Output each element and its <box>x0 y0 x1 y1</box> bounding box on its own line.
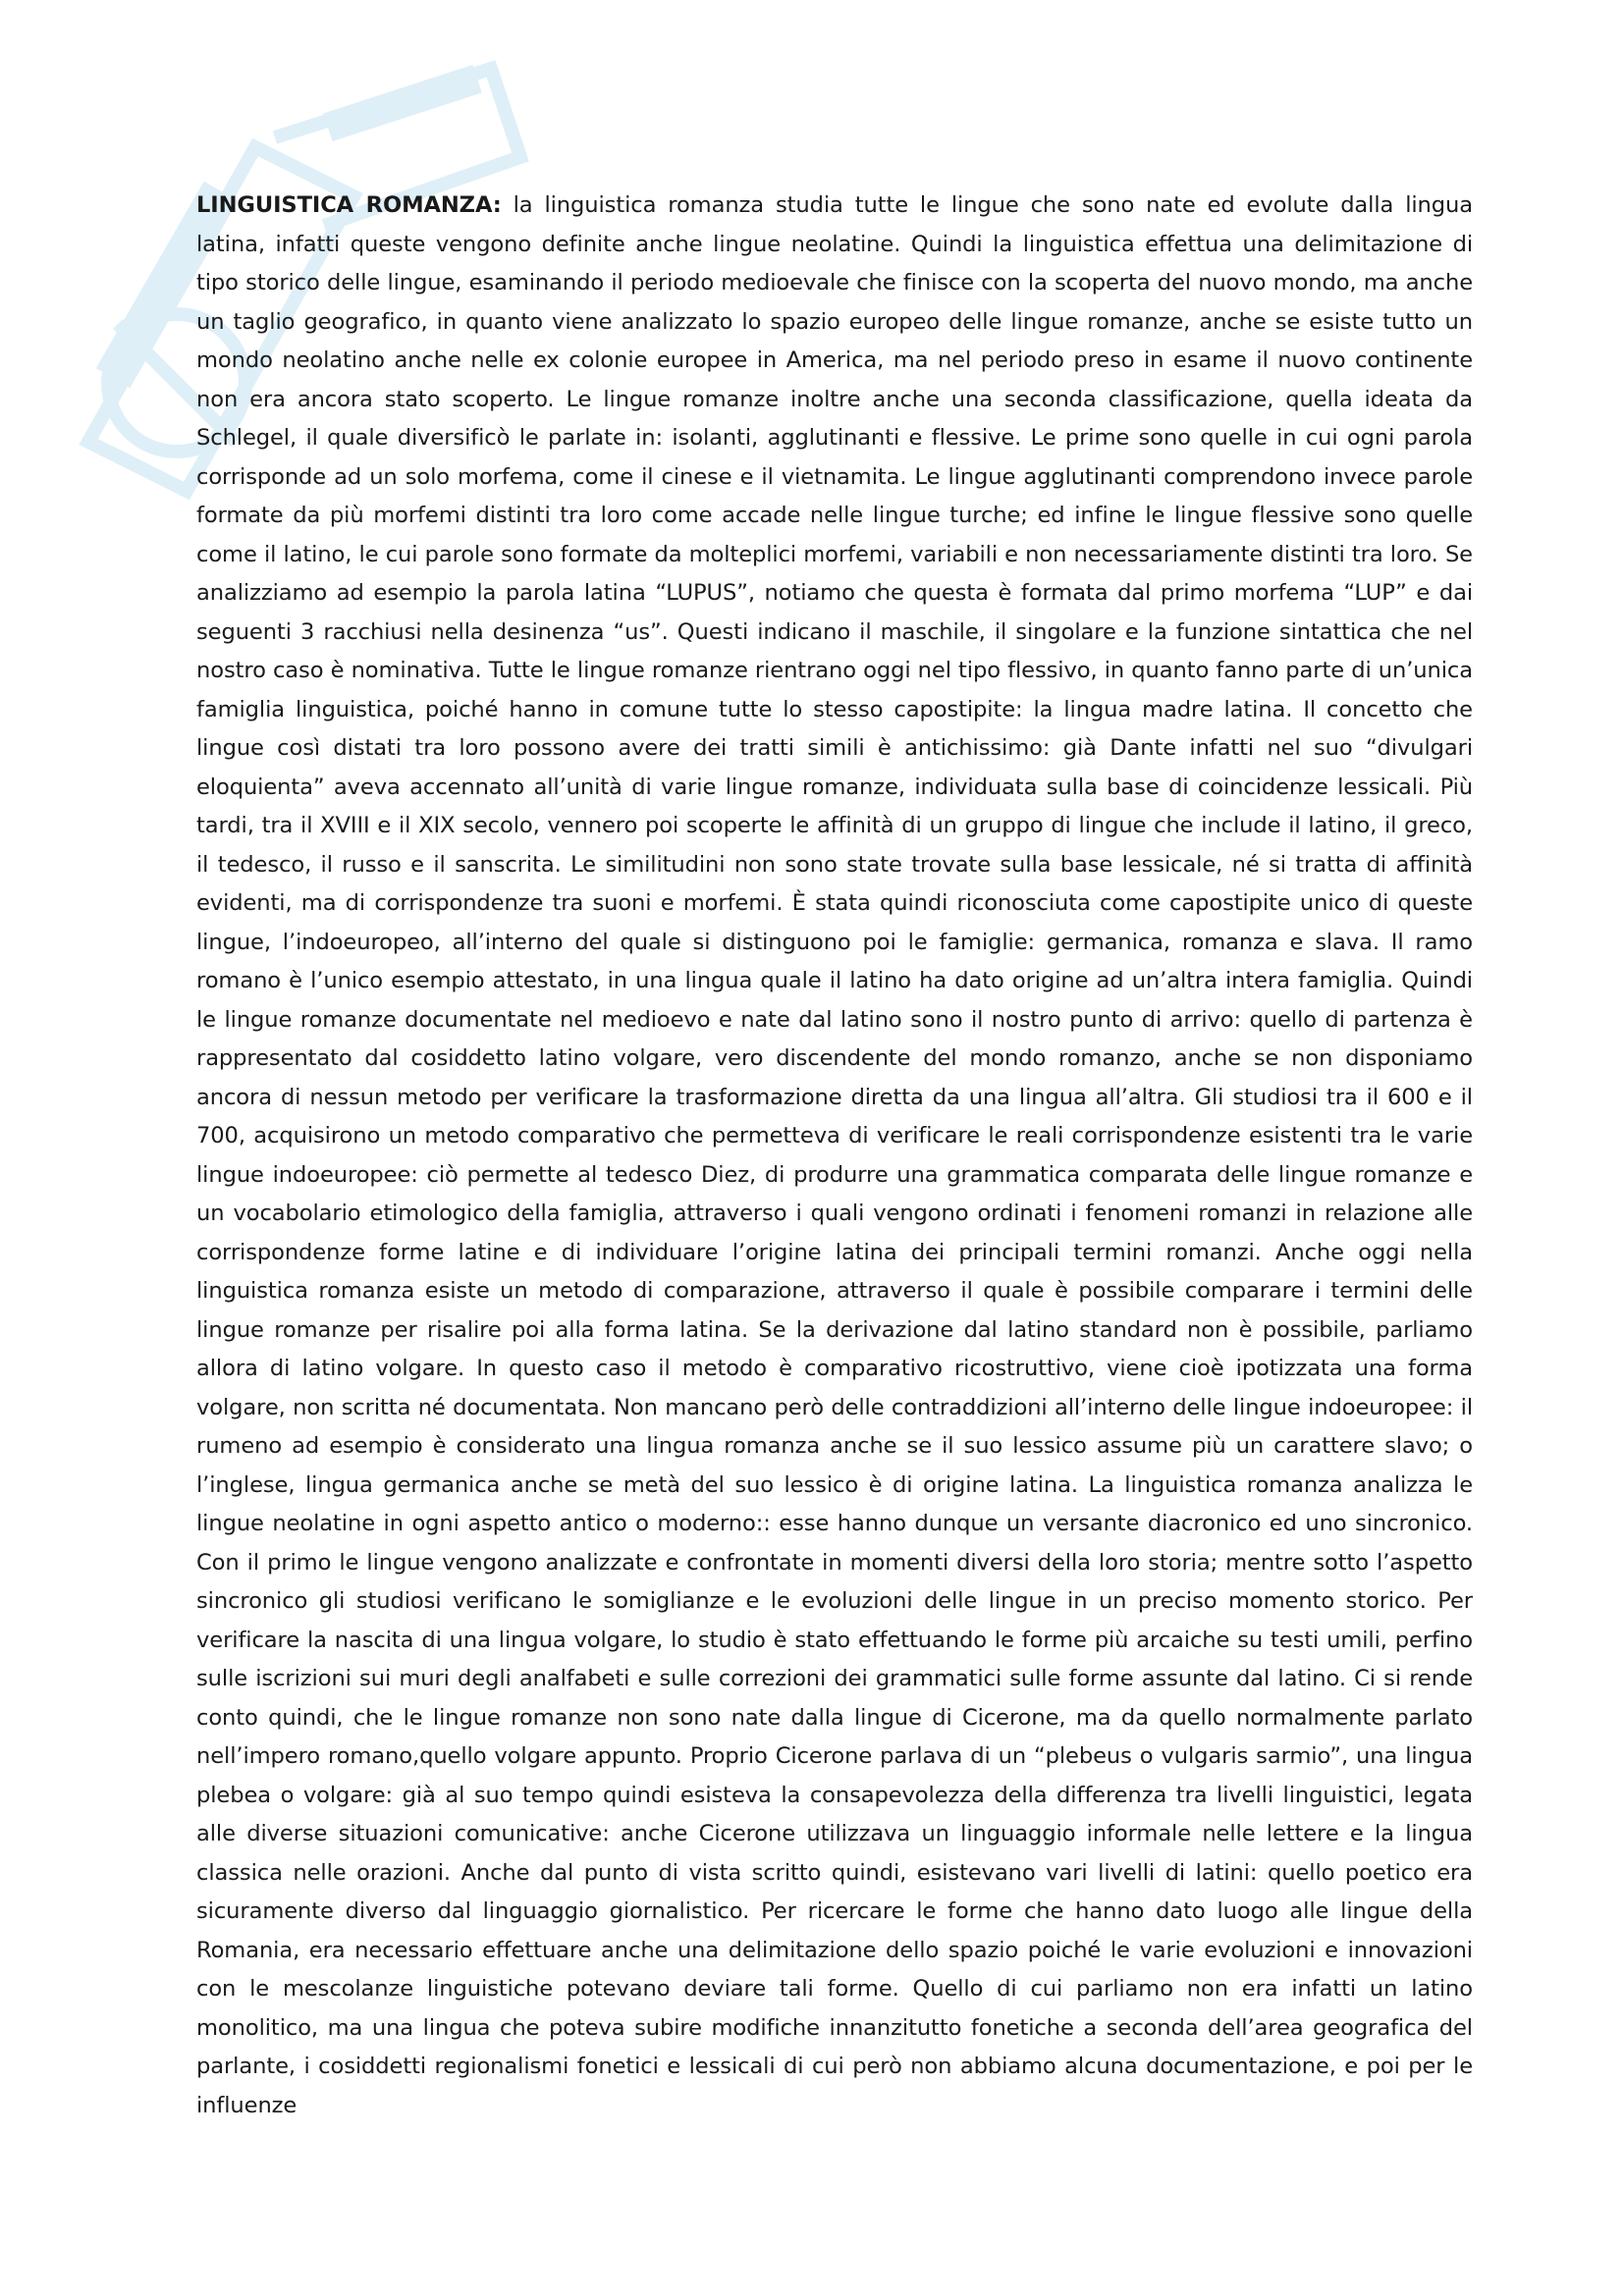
document-heading: LINGUISTICA ROMANZA: <box>196 192 502 218</box>
document-body: la linguistica romanza studia tutte le lingue che sono nate ed evolute dalla lingua latina, infatti queste vengono definite anche lingue neolatine. Quindi la linguistica effettua una delimitazione di tipo storico delle lingue, esaminando il periodo medioevale che finisce con la scoperta del nuovo mondo, ma anche un taglio geografico, in quanto viene analizzato lo spazio europeo delle lingue romanze, anche se esiste tutto un mondo neolatino anche nelle ex colonie europee in America, ma nel periodo preso in esame il nuovo continente non era ancora stato scoperto. Le lingue romanze inoltre anche una seconda classificazione, quella ideata da Schlegel, il quale diversificò le parlate in: isolanti, agglutinanti e flessive. Le prime sono quelle in cui ogni parola corrisponde ad un solo morfema, come il cinese e il vietnamita. Le lingue agglutinanti comprendono invece parole formate da più morfemi distinti tra loro come accade nelle lingue turche; ed infine le lingue flessive sono quelle come il latino, le cui parole sono formate da molteplici morfemi, variabili e non necessariamente distinti tra loro. Se analizziamo ad esempio la parola latina “LUPUS”, notiamo che questa è formata dal primo morfema “LUP” e dai seguenti 3 racchiusi nella desinenza “us”. Questi indicano il maschile, il singolare e la funzione sintattica che nel nostro caso è nominativa. Tutte le lingue romanze rientrano oggi nel tipo flessivo, in quanto fanno parte di un’unica famiglia linguistica, poiché hanno in comune tutte lo stesso capostipite: la lingua madre latina. Il concetto che lingue così distati tra loro possono avere dei tratti simili è antichissimo: già Dante infatti nel suo “divulgari eloquienta” aveva accennato all’unità di varie lingue romanze, individuata sulla base di coincidenze lessicali. Più tardi, tra il XVIII e il XIX secolo, vennero poi scoperte le affinità di un gruppo di lingue che include il latino, il greco, il tedesco, il russo e il sanscrita. Le similitudini non sono state trovate sulla base lessicale, né si tratta di affinità evidenti, ma di corrispondenze tra suoni e morfemi. È stata quindi riconosciuta come capostipite unico di queste lingue, l’indoeuropeo, all’interno del quale si distinguono poi le famiglie: germanica, romanza e slava. Il ramo romano è l’unico esempio attestato, in una lingua quale il latino ha dato origine ad un’altra intera famiglia. Quindi le lingue romanze documentate nel medioevo e nate dal latino sono il nostro punto di arrivo: quello di partenza è rappresentato dal cosiddetto latino volgare, vero discendente del mondo romanzo, anche se non disponiamo ancora di nessun metodo per verificare la trasformazione diretta da una lingua all’altra. Gli studiosi tra il 600 e il 700, acquisirono un metodo comparativo che permetteva di verificare le reali corrispondenze esistenti tra le varie lingue indoeuropee: ciò permette al tedesco Diez, di produrre una grammatica comparata delle lingue romanze e un vocabolario etimologico della famiglia, attraverso i quali vengono ordinati i fenomeni romanzi in relazione alle corrispondenze forme latine e di individuare l’origine latina dei principali termini romanzi. Anche oggi nella linguistica romanza esiste un metodo di comparazione, attraverso il quale è possibile comparare i termini delle lingue romanze per risalire poi alla forma latina. Se la derivazione dal latino standard non è possibile, parliamo allora di latino volgare. In questo caso il metodo è comparativo ricostruttivo, viene cioè ipotizzata una forma volgare, non scritta né documentata. Non mancano però delle contraddizioni all’interno delle lingue indoeuropee: il rumeno ad esempio è considerato una lingua romanza anche se il suo lessico assume più un carattere slavo; o l’inglese, lingua germanica anche se metà del suo lessico è di origine latina. La linguistica romanza analizza le lingue neolatine in ogni aspetto antico o moderno:: esse hanno dunque un versante diacronico ed uno sincronico. Con il primo le lingue vengono analizzate e confrontate in momenti diversi della loro storia; mentre sotto l’aspetto sincronico gli studiosi verificano le somiglianze e le evoluzioni delle lingue in un preciso momento storico. Per verificare la nascita di una lingua volgare, lo studio è stato effettuando le forme più arcaiche su testi umili, perfino sulle iscrizioni sui muri degli analfabeti e sulle correzioni dei grammatici sulle forme assunte dal latino. Ci si rende conto quindi, che le lingue romanze non sono nate dalla lingue di Cicerone, ma da quello normalmente parlato nell’impero romano,quello volgare appunto. Proprio Cicerone parlava di un “plebeus o vulgaris sarmio”, una lingua plebea o volgare: già al suo tempo quindi esisteva la consapevolezza della differenza tra livelli linguistici, legata alle diverse situazioni comunicative: anche Cicerone utilizzava un linguaggio informale nelle lettere e la lingua classica nelle orazioni. Anche dal punto di vista scritto quindi, esistevano vari livelli di latini: quello poetico era sicuramente diverso dal linguaggio giornalistico. Per ricercare le forme che hanno dato luogo alle lingue della Romania, era necessario effettuare anche una delimitazione dello spazio poiché le varie evoluzioni e innovazioni con le mescolanze linguistiche potevano deviare tali forme. Quello di cui parliamo non era infatti un latino monolitico, ma una lingua che poteva subire modifiche innanzitutto fonetiche a seconda dell’area geografica del parlante, i cosiddetti regionalismi fonetici e lessicali di cui però non abbiamo alcuna documentazione, e poi per le influenze <box>196 192 1473 2118</box>
document-paragraph <box>196 187 1473 2125</box>
document-page <box>196 187 1473 2125</box>
